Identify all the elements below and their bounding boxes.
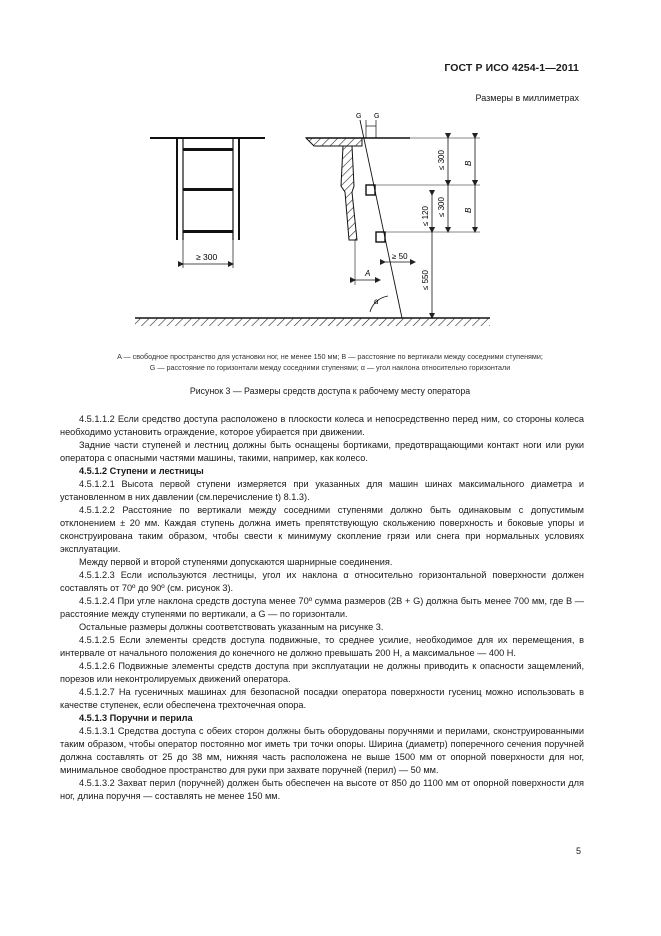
dim-50: ≥ 50 xyxy=(392,252,408,261)
dim-g-top-right: G xyxy=(374,113,380,120)
paragraph: 4.5.1.2.3 Если используются лестницы, угол их наклона α относительно горизонтальной поверхности должен составлять от 70º до 90º (см. рисунок 3). xyxy=(60,570,584,593)
paragraph: 4.5.1.2.6 Подвижные элементы средств доступа при эксплуатации не должны приводить к опасности защемлений, порезов или неконтролируемых движений оператора. xyxy=(60,661,584,684)
dim-width-label: ≥ 300 xyxy=(196,252,218,262)
dim-300-upper: ≤ 300 xyxy=(437,150,446,170)
ladder-front-view xyxy=(150,138,265,268)
ground xyxy=(135,318,490,326)
paragraph: 4.5.1.1.2 Если средство доступа расположено в плоскости колеса и непосредственно перед ним, со стороны колеса необходимо установить ограждение, которое убирается при движении. xyxy=(60,414,584,437)
paragraph: 4.5.1.3.1 Средства доступа с обеих сторон должны быть оборудованы поручнями и перилами, сконструированными таким образом, чтобы оператор постоянно мог иметь три точки опоры. Ширина (диаметр) поперечного сечения поручней должна составлять от 25 до 38 мм, нижняя часть расположена не выше 1500 мм от опорной поверхности для ног, минимальное свободное пространство для руки при захвате поручней (перил) — 50 мм. xyxy=(60,726,584,775)
paragraph: 4.5.1.2.7 На гусеничных машинах для безопасной посадки оператора поверхности гусениц можно использовать в качестве ступенек, если обеспечена трехточечная опора. xyxy=(60,687,584,710)
dim-120: ≤ 120 xyxy=(421,206,430,226)
section-heading: 4.5.1.2 Ступени и лестницы xyxy=(79,466,204,476)
dim-300-lower: ≤ 300 xyxy=(437,197,446,217)
paragraph: Между первой и второй ступенями допускаются шарнирные соединения. xyxy=(79,557,393,567)
paragraph: 4.5.1.2.4 При угле наклона средств доступа менее 70º сумма размеров (2B + G) должна быть менее 700 мм, где B — расстояние между ступенями по вертикали, а G — по горизонтали. xyxy=(60,596,584,619)
dim-550: ≤ 550 xyxy=(421,270,430,290)
section-heading: 4.5.1.3 Поручни и перила xyxy=(79,713,193,723)
figure-legend xyxy=(70,351,590,373)
legend-line-2: G — расстояние по горизонтали между соседними ступенями; α — угол наклона относительно горизонтали xyxy=(149,363,511,372)
paragraph: Остальные размеры должны соответствовать указанным на рисунке 3. xyxy=(79,622,384,632)
paragraph: 4.5.1.2.1 Высота первой ступени измеряется при указанных для машин шинах максимального диаметра и установленном в них давлении (см.перечисление t) 8.1.3). xyxy=(60,479,584,502)
ladder-side-view xyxy=(306,120,410,318)
paragraph: Задние части ступеней и лестниц должны быть оснащены бортиками, предотвращающими контакт ноги или руки оператора с опасными частями машины, такими, например, как колесо. xyxy=(60,440,584,463)
dim-g-top: G xyxy=(356,113,362,120)
access-dimensions-figure xyxy=(70,100,590,350)
units-note: Размеры в миллиметрах xyxy=(475,93,579,103)
vertical-dimensions xyxy=(355,138,480,318)
page-number: 5 xyxy=(575,846,581,856)
body-text xyxy=(60,413,584,803)
paragraph: 4.5.1.3.2 Захват перил (поручней) должен быть обеспечен на высоте от 850 до 1100 мм от опорной поверхности для ног, длина поручня — составлять не менее 150 мм. xyxy=(60,778,584,801)
dim-b-lower: B xyxy=(464,207,473,213)
dim-alpha: α xyxy=(374,297,379,306)
paragraph: 4.5.1.2.2 Расстояние по вертикали между соседними ступенями должно быть одинаковым с допустимым отклонением ± 20 мм. Каждая ступень должна иметь препятствующую скольжению поверхность и боковые упоры и сконструирована таким образом, чтобы свести к минимуму скопление грязи или снега при нормальных условиях эксплуатации. xyxy=(60,505,584,554)
figure-caption: Рисунок 3 — Размеры средств доступа к рабочему месту оператора xyxy=(189,386,471,396)
dim-a: A xyxy=(365,269,371,278)
legend-line-1: A — свободное пространство для установки ног, не менее 150 мм; B — расстояние по вертикали между соседними ступенями; xyxy=(117,352,543,361)
standard-header: ГОСТ Р ИСО 4254-1—2011 xyxy=(444,62,579,74)
paragraph: 4.5.1.2.5 Если элементы средств доступа подвижные, то среднее усилие, необходимое для их перемещения, в интервале от начального положения до конечного не должно превышать 200 Н, а максимальное — 400 Н. xyxy=(60,635,584,658)
dim-b-upper: B xyxy=(464,160,473,166)
